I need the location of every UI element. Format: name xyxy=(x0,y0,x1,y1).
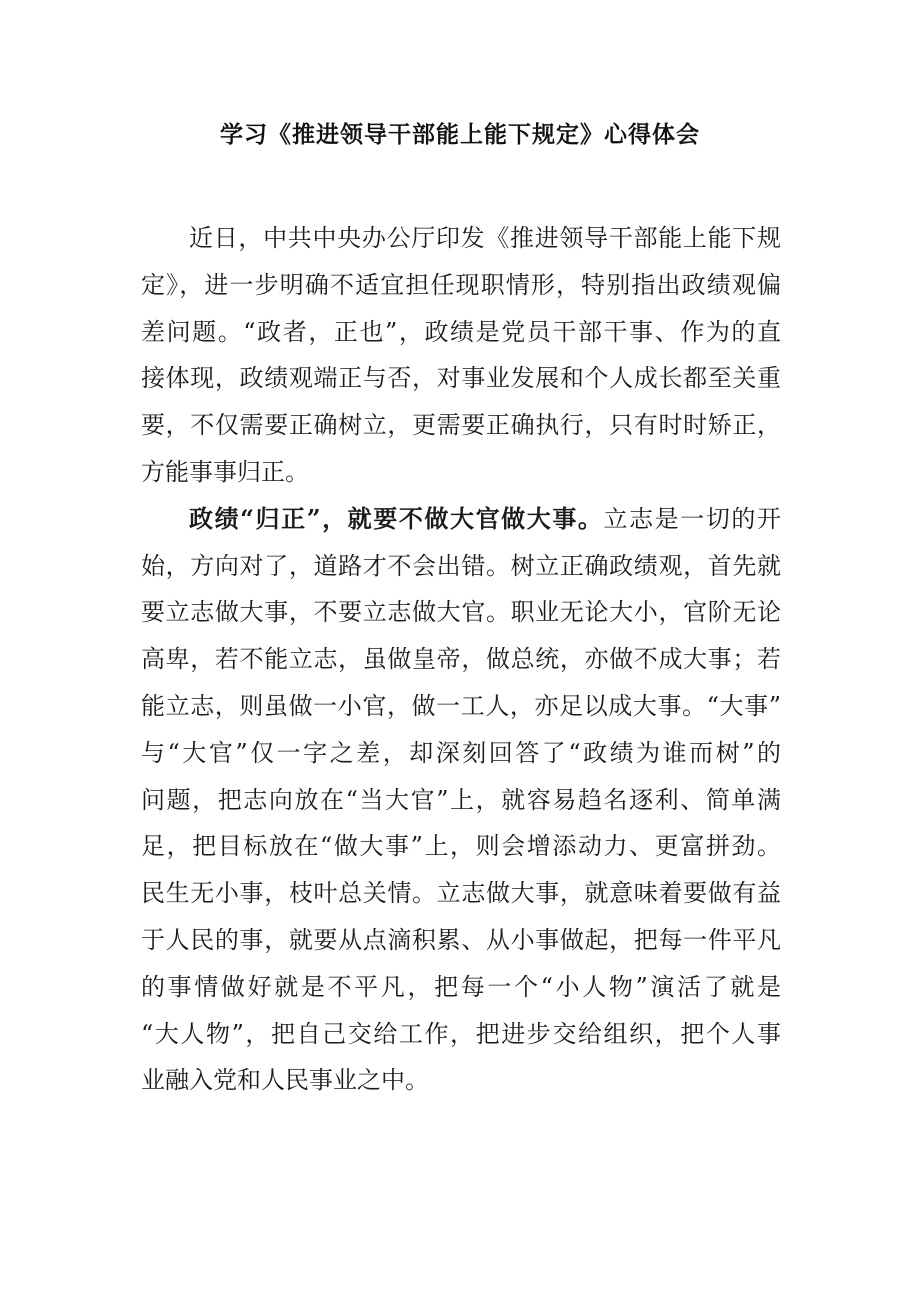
text-line: 接体现，政绩观端正与否，对事业发展和个人成长都至关重 xyxy=(141,364,781,393)
text-line: 能立志，则虽做一小官，做一工人，亦足以成大事。“大事” xyxy=(141,691,781,720)
text-line: 高卑，若不能立志，虽做皇帝，做总统，亦做不成大事；若 xyxy=(141,645,781,674)
text-line: 问题，把志向放在“当大官”上，就容易趋名逐利、简单满 xyxy=(141,785,781,814)
text-line: 民生无小事，枝叶总关情。立志做大事，就意味着要做有益 xyxy=(141,879,781,908)
text-line: 的事情做好就是不平凡，把每一个“小人物”演活了就是 xyxy=(141,972,781,1001)
text-line: 与“大官”仅一字之差，却深刻回答了“政绩为谁而树”的 xyxy=(141,738,781,767)
section-lead-heading: 政绩“归正”，就要不做大官做大事。 xyxy=(189,503,604,533)
text-line: 定》，进一步明确不适宜担任现职情形，特别指出政绩观偏 xyxy=(141,270,781,299)
text-line: 于人民的事，就要从点滴积累、从小事做起，把每一件平凡 xyxy=(141,925,781,954)
text-line: 业融入党和人民事业之中。 xyxy=(141,1066,429,1095)
text-span: 立志是一切的开 xyxy=(603,504,782,533)
text-line: 差问题。“政者，正也”，政绩是党员干部干事、作为的直 xyxy=(141,317,781,346)
document-body xyxy=(141,215,781,1104)
text-line: “大人物”，把自己交给工作，把进步交给组织，把个人事 xyxy=(141,1019,781,1048)
text-line: 方能事事归正。 xyxy=(141,457,309,486)
document-title: 学习《推进领导干部能上能下规定》心得体会 xyxy=(220,121,700,148)
text-line xyxy=(141,496,781,543)
text-line: 近日，中共中央办公厅印发《推进领导干部能上能下规 xyxy=(189,224,781,252)
text-line: 足，把目标放在“做大事”上，则会增添动力、更富拼劲。 xyxy=(141,832,781,861)
paragraph-intro xyxy=(141,215,781,496)
text-line: 要，不仅需要正确树立，更需要正确执行，只有时时矫正， xyxy=(141,411,781,440)
paragraph-section-1 xyxy=(141,496,781,1104)
text-line: 始，方向对了，道路才不会出错。树立正确政绩观，首先就 xyxy=(141,551,781,580)
text-line: 要立志做大事，不要立志做大官。职业无论大小，官阶无论 xyxy=(141,598,781,627)
